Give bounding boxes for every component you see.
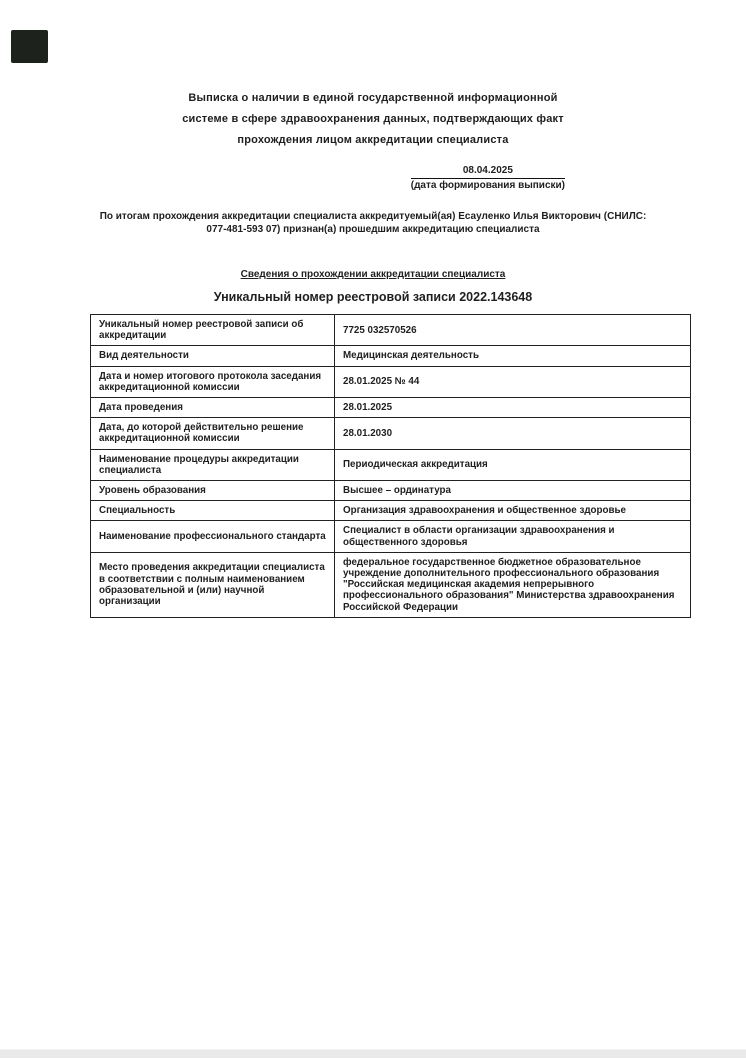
table-row-label: Наименование процедуры аккредитации специалиста — [91, 449, 335, 480]
document-title-line: системе в сфере здравоохранения данных, подтверждающих факт — [182, 113, 564, 125]
issue-date-caption: (дата формирования выписки) — [410, 180, 565, 191]
table-row-label: Уникальный номер реестровой записи об аккредитации — [91, 315, 335, 346]
table-row — [91, 481, 691, 501]
table-row-label: Дата, до которой действительно решение аккредитационной комиссии — [91, 418, 335, 449]
table-row-value: Организация здравоохранения и общественное здоровье — [335, 501, 691, 521]
table-row — [91, 521, 691, 552]
table-row — [91, 315, 691, 346]
document-title-line: Выписка о наличии в единой государственной информационной — [188, 92, 558, 104]
table-row-label: Дата и номер итогового протокола заседания аккредитационной комиссии — [91, 366, 335, 397]
table-row — [91, 552, 691, 617]
table-row-value: Специалист в области организации здравоохранения и общественного здоровья — [335, 521, 691, 552]
issue-date-block — [411, 165, 565, 191]
registry-number-heading: Уникальный номер реестровой записи 2022.143648 — [213, 290, 533, 304]
table-row-value: федеральное государственное бюджетное образовательное учреждение дополнительного профессионального образования "Российская медицинская академия непрерывного профессионального образования" Министерства здравоохранения Российской Федерации — [335, 552, 691, 617]
table-row-value: Высшее – ординатура — [335, 481, 691, 501]
table-row-value: 28.01.2025 № 44 — [335, 366, 691, 397]
accreditation-result-paragraph: По итогам прохождения аккредитации специалиста аккредитуемый(ая) Есауленко Илья Викторович (СНИЛС: 077-481-593 07) признан(а) прошедшим аккредитацию специалиста — [99, 211, 647, 235]
issue-date-row — [90, 165, 656, 191]
document-title-line: прохождения лицом аккредитации специалиста — [237, 134, 509, 146]
table-row-value: Периодическая аккредитация — [335, 449, 691, 480]
table-row — [91, 398, 691, 418]
section-heading: Сведения о прохождении аккредитации специалиста — [240, 269, 506, 280]
table-row — [91, 449, 691, 480]
table-row-label: Специальность — [91, 501, 335, 521]
corner-dark-square-mark — [11, 30, 48, 63]
table-row-label: Уровень образования — [91, 481, 335, 501]
table-row-label: Вид деятельности — [91, 346, 335, 366]
document-title — [90, 88, 656, 151]
table-row-label: Место проведения аккредитации специалиста в соответствии с полным наименованием образовательной и (или) научной организации — [91, 552, 335, 617]
table-row — [91, 366, 691, 397]
table-row-value: 7725 032570526 — [335, 315, 691, 346]
table-row — [91, 418, 691, 449]
table-row-value: 28.01.2030 — [335, 418, 691, 449]
bottom-scrollbar-track[interactable] — [0, 1049, 746, 1058]
accreditation-table — [90, 314, 691, 618]
issue-date: 08.04.2025 — [411, 165, 565, 179]
table-row — [91, 501, 691, 521]
document-content — [90, 0, 675, 618]
table-row-value: Медицинская деятельность — [335, 346, 691, 366]
table-row — [91, 346, 691, 366]
table-row-value: 28.01.2025 — [335, 398, 691, 418]
table-row-label: Наименование профессионального стандарта — [91, 521, 335, 552]
table-row-label: Дата проведения — [91, 398, 335, 418]
